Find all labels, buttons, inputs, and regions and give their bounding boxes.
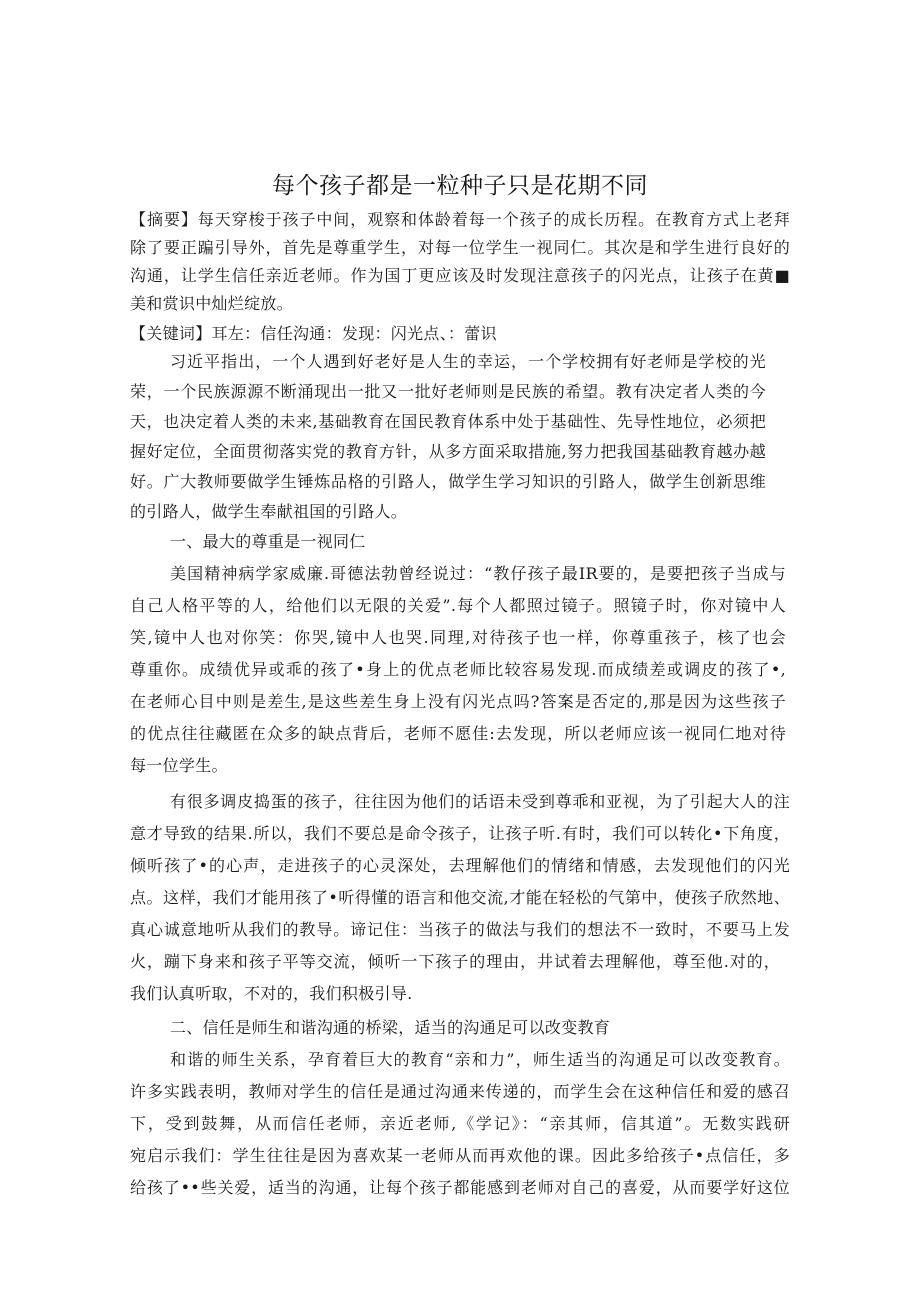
abstract-line: 【摘要】每天穿梭于孩子中间，观察和体龄着每一个孩子的成长历程。在教育方式上老拜 (130, 210, 790, 229)
paragraph-line: 我们认真听取，不对的，我们积极引导. (130, 984, 413, 1003)
paragraph-line: 的引路人，做学生奉献祖国的引路人。 (130, 502, 408, 521)
paragraph-line: 意才导致的结果.所以，我们不要总是命令孩子，让孩子听.有时，我们可以转化•下角度， (130, 824, 790, 843)
paragraph-line: 握好定位，全面贯彻落实党的教育方针，从多方面采取措施,努力把我国基础教育越办越 (130, 442, 766, 461)
section-heading-2: 二、信任是师生和谐沟通的桥梁，适当的沟通足可以改变教育 (170, 1018, 611, 1037)
paragraph-line: 下，受到鼓舞，从而信任老师，亲近老师,《学记》：“亲其师，信其道”。无数实践研 (130, 1114, 790, 1133)
abstract-line: 沟通，让学生信任亲近老师。作为国丁更应该及时发现注意孩子的闪光点，让孩子在黄■ (130, 266, 790, 285)
paragraph-line: 天，也决定着人类的未来,基础教育在国民教育体系中处于基础性、先导性地位，必须把 (130, 412, 766, 431)
paragraph-line: 的优点往往藏匿在众多的缺点背后，老师不愿佳:去发现，所以老师应该一视同仁地对待 (130, 724, 786, 743)
paragraph-line: 好。广大教师要做学生锤炼品格的引路人，做学生学习知识的引路人，做学生创新思维 (130, 472, 766, 491)
paragraph-line: 自己人格平等的人，给他们以无限的关爱”.每个人都照过镜子。照镜子时，你对镜中人 (130, 596, 786, 615)
paragraph-line: 火，蹦下身来和孩子平等交流，倾听一下孩子的理由，井试着去理解他，尊至他.对的， (130, 952, 780, 971)
paragraph-line: 倾听孩了•的心声，走进孩子的心灵深处，去理解他们的情绪和情感，去发现他们的闪光 (130, 856, 790, 875)
paragraph-line: 许多实践表明，教师对学生的信任是通过沟通来传递的，而学生会在这种信任和爱的感召 (130, 1082, 790, 1101)
keywords-line: 【关键词】耳左：信任沟通：发现：闪光点、：蕾识 (130, 324, 497, 343)
section-heading-1: 一、最大的尊重是一视同仁 (170, 532, 366, 551)
abstract-line: 美和赏识中灿烂绽放。 (130, 294, 294, 313)
abstract-line: 除了要正蹁引导外，首先是尊重学生，对每一位学生一视同仁。其次是和学生进行良好的 (130, 238, 790, 257)
paragraph-line: 荣，一个民族源源不断涌现出一批又一批好老师则是民族的希望。教有决定者人类的今 (130, 382, 766, 401)
paragraph-line: 习近平指出，一个人遇到好老好是人生的幸运，一个学校拥有好老师是学校的光 (170, 352, 766, 371)
paragraph-line: 宛启示我们：学生往往是因为喜欢某一老师从而再欢他的课。因此多给孩子•点信任，多 (130, 1146, 790, 1165)
paragraph-line: 美国精神病学家威廉.哥德法勃曾经说过：“教仔孩子最IR要的，是要把孩子当成与 (170, 564, 786, 583)
paragraph-line: 尊重你。成绩优异或乖的孩了•身上的优点老师比较容易发现.而成绩差或调皮的孩了•, (130, 660, 786, 679)
document-title: 每个孩子都是一粒种子只是花期不同 (272, 173, 648, 199)
paragraph-line: 给孩了••些关爱，适当的沟通，让每个孩子都能感到老师对自己的喜爱，从而要学好这位 (130, 1178, 790, 1197)
paragraph-line: 有很多调皮捣蛋的孩子，往往因为他们的话语未受到尊乖和亚视，为了引起大人的注 (170, 792, 790, 811)
paragraph-line: 在老师心目中则是差生,是这些差生身上没有闪光点吗?答案是否定的,那是因为这些孩子 (130, 692, 786, 711)
paragraph-line: 点。这样，我们才能用孩了•听得懂的语言和他交流,才能在轻松的气第中，使孩子欣然地、 (130, 888, 790, 907)
paragraph-line: 和谐的师生关系，孕育着巨大的教育“亲和力”，师生适当的沟通足可以改变教育。 (170, 1050, 790, 1069)
paragraph-line: 每一位学生。 (130, 756, 228, 775)
paragraph-line: 真心诚意地听从我们的教导。谛记住：当孩子的做法与我们的想法不一致时，不要马上发 (130, 920, 790, 939)
paragraph-line: 笑,镜中人也对你笑：你哭,镜中人也哭.同理,对待孩子也一样，你尊重孩子，核了也会 (130, 628, 786, 647)
